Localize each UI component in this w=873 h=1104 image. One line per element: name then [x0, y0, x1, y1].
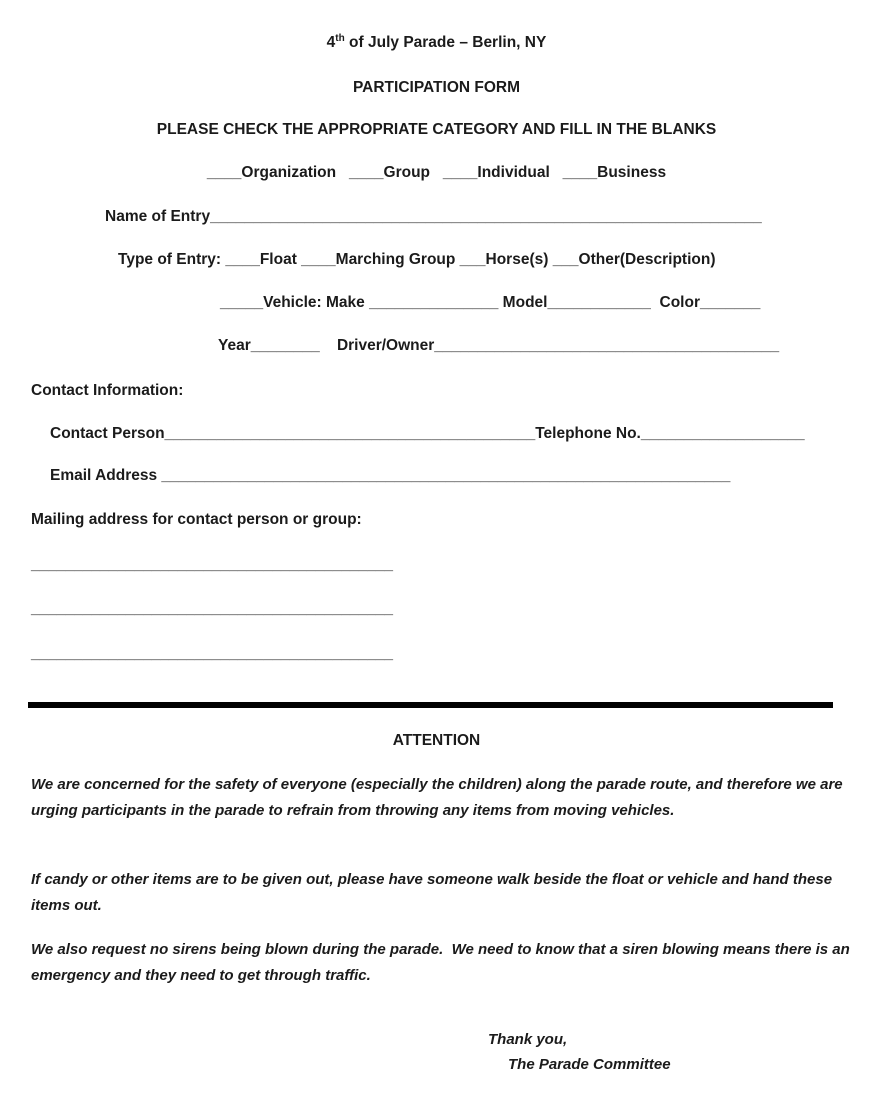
safety-notice-paragraph: We are concerned for the safety of everyone (especially the children) along the parade route, and therefore we are urging participants in the parade to refrain from throwing any items from moving vehicles. [31, 776, 847, 819]
closing-thanks: Thank you, [488, 1031, 568, 1048]
email-address-field: Email Address __________________________________________________________________ [50, 467, 731, 484]
instruction-line: PLEASE CHECK THE APPROPRIATE CATEGORY AND FILL IN THE BLANKS [156, 121, 717, 138]
vehicle-field: _____Vehicle: Make _______________ Model____________ Color_______ [220, 294, 761, 311]
contact-person-field: Contact Person___________________________________________Telephone No.___________________ [50, 425, 805, 442]
attention-heading: ATTENTION [392, 732, 481, 749]
mailing-address-blank-line-3: __________________________________________ [31, 645, 394, 662]
title-ordinal-superscript: th [335, 32, 345, 44]
type-of-entry-field: Type of Entry: ____Float ____Marching Group ___Horse(s) ___Other(Description) [118, 251, 716, 268]
year-driver-field: Year________ Driver/Owner________________________________________ [218, 337, 780, 354]
section-divider-rule [28, 702, 833, 708]
form-title: PARTICIPATION FORM [352, 79, 521, 96]
contact-information-heading: Contact Information: [31, 382, 184, 399]
title-rest: of July Parade – Berlin, NY [344, 34, 547, 51]
name-of-entry-field: Name of Entry________________________________________________________________ [105, 208, 762, 225]
mailing-address-blank-line-2: __________________________________________ [31, 600, 394, 617]
document-title [0, 34, 873, 52]
mailing-address-heading: Mailing address for contact person or group: [31, 511, 362, 528]
siren-notice-paragraph: We also request no sirens being blown during the parade. We need to know that a siren blowing means there is an emergency and they need to get through traffic. [31, 941, 854, 984]
closing-signature: The Parade Committee [508, 1056, 671, 1073]
mailing-address-blank-line-1: __________________________________________ [31, 556, 394, 573]
candy-handout-paragraph: If candy or other items are to be given out, please have someone walk beside the float or vehicle and hand these items out. [31, 871, 837, 914]
title-number: 4 [326, 34, 336, 51]
category-checkline: ____Organization ____Group ____Individual ____Business [206, 164, 667, 181]
